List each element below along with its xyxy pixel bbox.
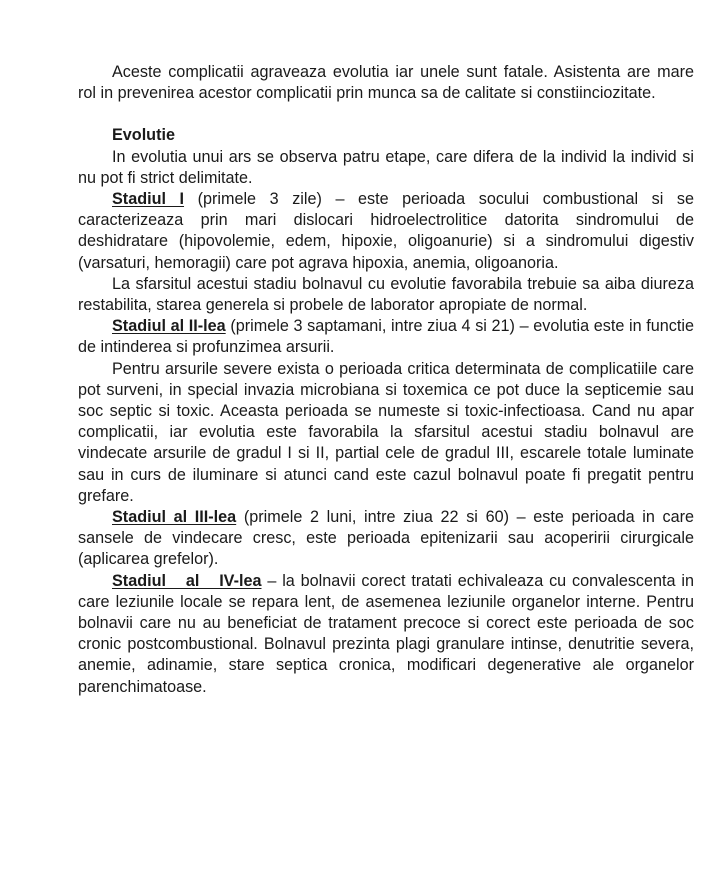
intro-paragraph: Aceste complicatii agraveaza evolutia iar unele sunt fatale. Asistenta are mare rol in prevenirea acestor complicatii prin munca sa de calitate si constiinciozitate. <box>78 63 694 103</box>
stage-3-label: Stadiul al III-lea <box>112 508 237 527</box>
stage-2-followup: Pentru arsurile severe exista o perioada critica determinata de complicatiile care pot surveni, in special invazia microbiana si toxemica ce pot duce la septicemie sau soc septic si toxic. Aceasta perioada se numeste si toxic-infectioasa. Cand nu apar complicatii, iar evolutia este favorabila la sfarsitul acestui stadiu bolnavul are vindecate arsurile de gradul I si II, partial cele de gradul III, escarele totale luminate sau in curs de iluminare si atunci cand este cazul bolnavul poate fi pregatit pentru grefare. <box>78 359 694 505</box>
stage-3-paragraph <box>78 507 694 571</box>
stage-4-paragraph <box>78 571 694 698</box>
stage-4-text: – la bolnavii corect tratati echivaleaza cu convalescenta in care leziunile locale se repara lent, de asemenea leziunile organelor interne. Pentru bolnavii care nu au beneficiat de tratament precoce si corect este perioada de soc cronic postcombustional. Bolnavul prezinta plagi granulare intinse, denutritie severa, anemie, adinamie, stare septica cronica, modificari degenerative ale organelor parenchimatoase. <box>78 571 694 696</box>
stage-4-label: Stadiul al IV-lea <box>112 571 262 590</box>
stage-1-label: Stadiul I <box>112 190 185 209</box>
section-heading: Evolutie <box>112 126 175 145</box>
stage-1-text: (primele 3 zile) – este perioada socului combustional si se caracterizeaza prin mari dislocari hidroelectrolitice datorita sindromului de deshidratare (hipovolemie, edem, hipoxie, oligoanurie) si a sindromului digestiv (varsaturi, hemoragii) care pot agrava hipoxia, anemia, oligoanoria. <box>78 190 694 272</box>
stage-2-paragraph <box>78 316 694 358</box>
stage-2-text: (primele 3 saptamani, intre ziua 4 si 21) – evolutia este in functie de intinderea si profunzimea arsurii. <box>78 317 694 357</box>
stage-3-text: (primele 2 luni, intre ziua 22 si 60) – este perioada in care sansele de vindecare cresc, este perioada epitenizarii sau acoperirii cirurgicale (aplicarea grefelor). <box>78 508 694 569</box>
stage-1-followup: La sfarsitul acestui stadiu bolnavul cu evolutie favorabila trebuie sa aiba diureza restabilita, starea generela si probele de laborator apropiate de normal. <box>78 274 694 315</box>
stage-1-paragraph <box>78 189 694 274</box>
stage-2-label: Stadiul al II-lea <box>112 317 226 336</box>
document-page <box>78 62 694 698</box>
evolution-intro-paragraph: In evolutia unui ars se observa patru etape, care difera de la individ la individ si nu pot fi strict delimitate. <box>78 147 694 187</box>
